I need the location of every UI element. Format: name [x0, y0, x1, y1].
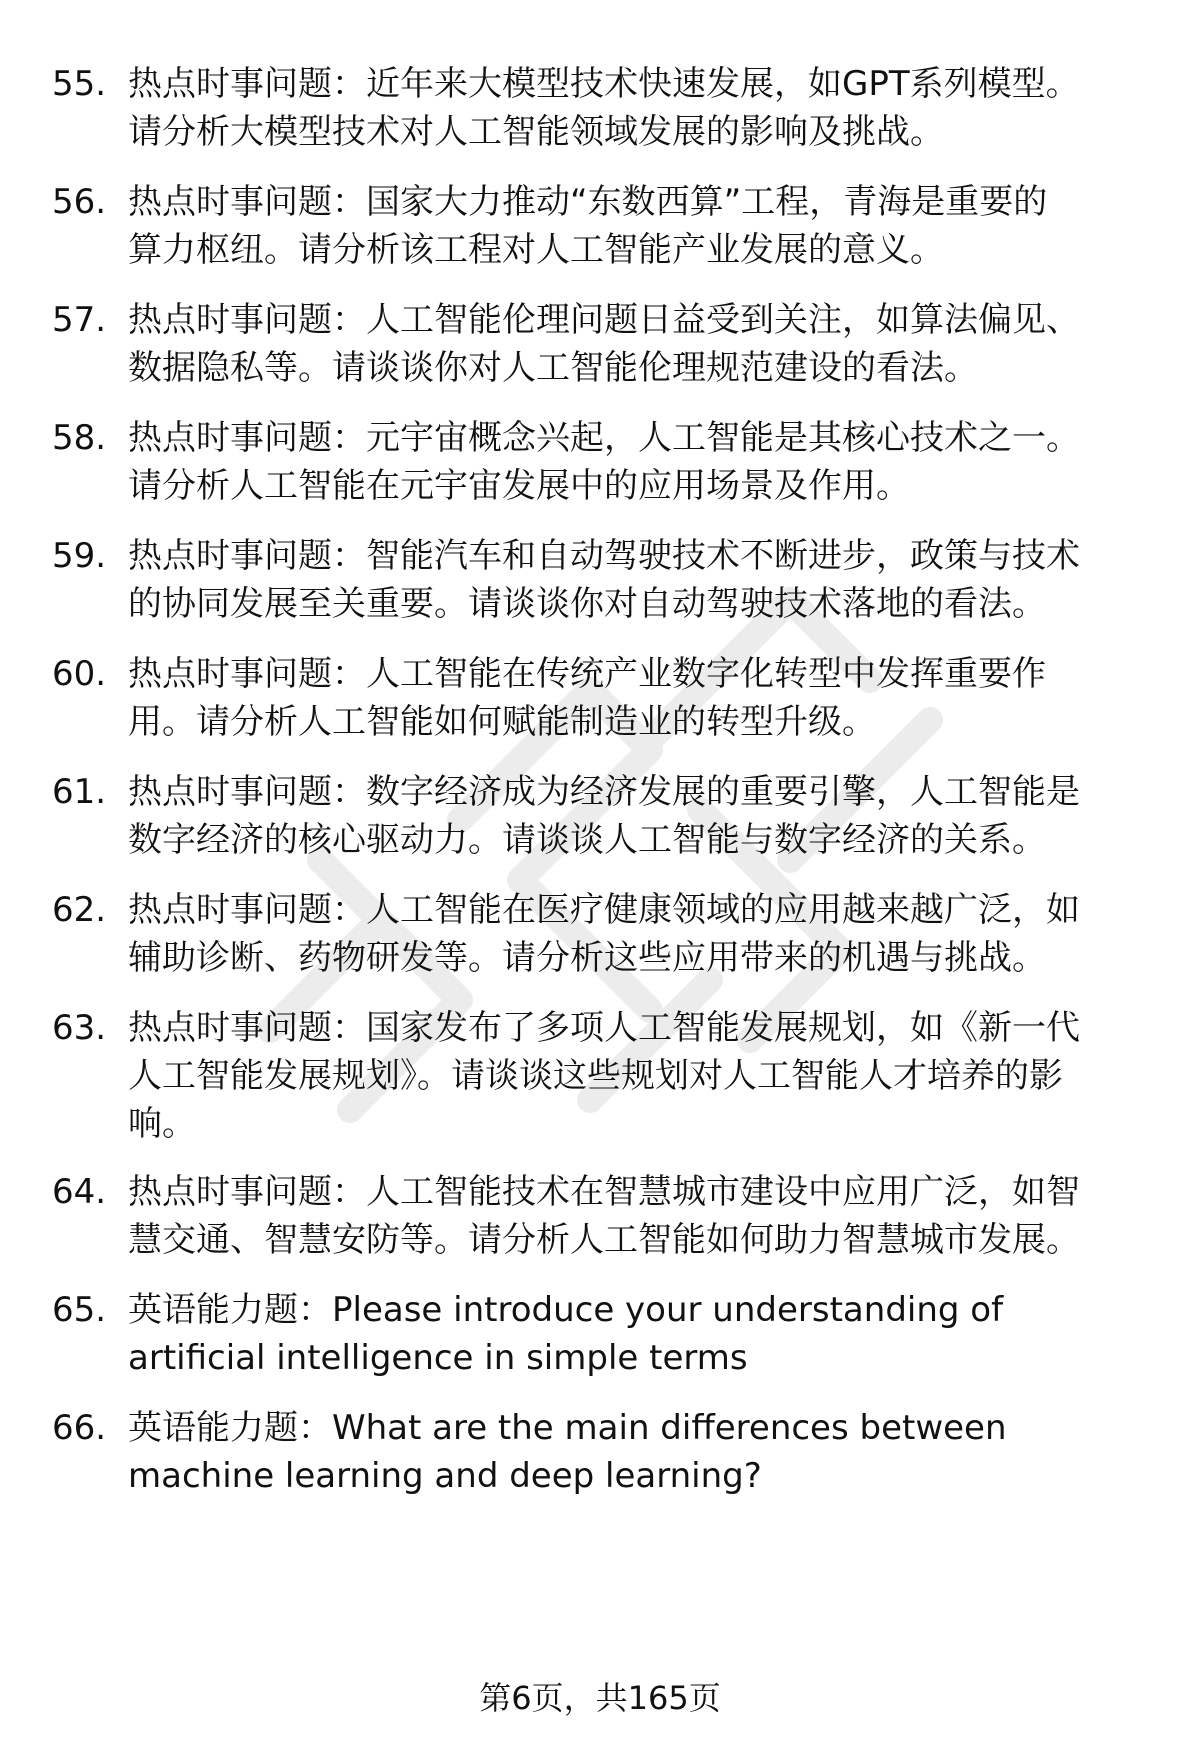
question-text-line: 热点时事问题：数字经济成为经济发展的重要引擎，人工智能是 [128, 772, 1080, 812]
question-text [128, 1286, 1138, 1382]
question-text-line: 人工智能发展规划》。请谈谈这些规划对人工智能人才培养的影 [128, 1056, 1063, 1096]
question-text-line: 热点时事问题：人工智能伦理问题日益受到关注，如算法偏见、 [128, 300, 1080, 340]
question-text [128, 414, 1138, 510]
question-number: 59. [52, 536, 107, 576]
question-text [128, 532, 1138, 628]
question-text [128, 768, 1138, 864]
question-number: 60. [52, 654, 107, 694]
question-number: 63. [52, 1008, 107, 1048]
question-text-line: 热点时事问题：国家发布了多项人工智能发展规划，如《新一代 [128, 1008, 1080, 1048]
question-text-line: 英语能力题：Please introduce your understanding of [128, 1290, 1004, 1330]
question-text-line: 辅助诊断、药物研发等。请分析这些应用带来的机遇与挑战。 [128, 938, 1046, 978]
question-text [128, 1168, 1138, 1264]
question-number: 61. [52, 772, 107, 812]
question-text-line: 慧交通、智慧安防等。请分析人工智能如何助力智慧城市发展。 [128, 1220, 1080, 1260]
question-text [128, 1004, 1138, 1148]
page-number-footer: 第6页，共165页 [479, 1679, 721, 1717]
question-text-line: 请分析人工智能在元宇宙发展中的应用场景及作用。 [128, 466, 910, 506]
question-text [128, 296, 1138, 392]
question-text-line: 热点时事问题：智能汽车和自动驾驶技术不断进步，政策与技术 [128, 536, 1080, 576]
question-text-line: 数据隐私等。请谈谈你对人工智能伦理规范建设的看法。 [128, 348, 978, 388]
question-number: 65. [52, 1290, 107, 1330]
question-text-line: artificial intelligence in simple terms [128, 1338, 748, 1378]
question-number: 56. [52, 182, 107, 222]
question-number: 62. [52, 890, 107, 930]
question-number: 58. [52, 418, 107, 458]
question-text-line: machine learning and deep learning? [128, 1456, 762, 1496]
question-text [128, 1404, 1138, 1500]
question-text-line: 热点时事问题：人工智能在医疗健康领域的应用越来越广泛，如 [128, 890, 1080, 930]
question-text-line: 英语能力题：What are the main differences between [128, 1408, 1007, 1448]
question-text-line: 请分析大模型技术对人工智能领域发展的影响及挑战。 [128, 112, 944, 152]
question-number: 57. [52, 300, 107, 340]
question-number: 55. [52, 64, 107, 104]
question-text [128, 178, 1138, 274]
question-text-line: 热点时事问题：近年来大模型技术快速发展，如GPT系列模型。 [128, 64, 1080, 104]
question-text-line: 用。请分析人工智能如何赋能制造业的转型升级。 [128, 702, 876, 742]
question-text [128, 60, 1138, 156]
question-text [128, 886, 1138, 982]
question-text [128, 650, 1138, 746]
question-text-line: 的协同发展至关重要。请谈谈你对自动驾驶技术落地的看法。 [128, 584, 1046, 624]
question-number: 64. [52, 1172, 107, 1212]
question-text-line: 热点时事问题：国家大力推动“东数西算”工程，青海是重要的 [128, 182, 1048, 222]
question-text-line: 数字经济的核心驱动力。请谈谈人工智能与数字经济的关系。 [128, 820, 1046, 860]
question-text-line: 热点时事问题：人工智能在传统产业数字化转型中发挥重要作 [128, 654, 1046, 694]
question-number: 66. [52, 1408, 107, 1448]
question-text-line: 热点时事问题：元宇宙概念兴起，人工智能是其核心技术之一。 [128, 418, 1080, 458]
question-text-line: 响。 [128, 1104, 196, 1144]
question-text-line: 算力枢纽。请分析该工程对人工智能产业发展的意义。 [128, 230, 944, 270]
question-text-line: 热点时事问题：人工智能技术在智慧城市建设中应用广泛，如智 [128, 1172, 1080, 1212]
